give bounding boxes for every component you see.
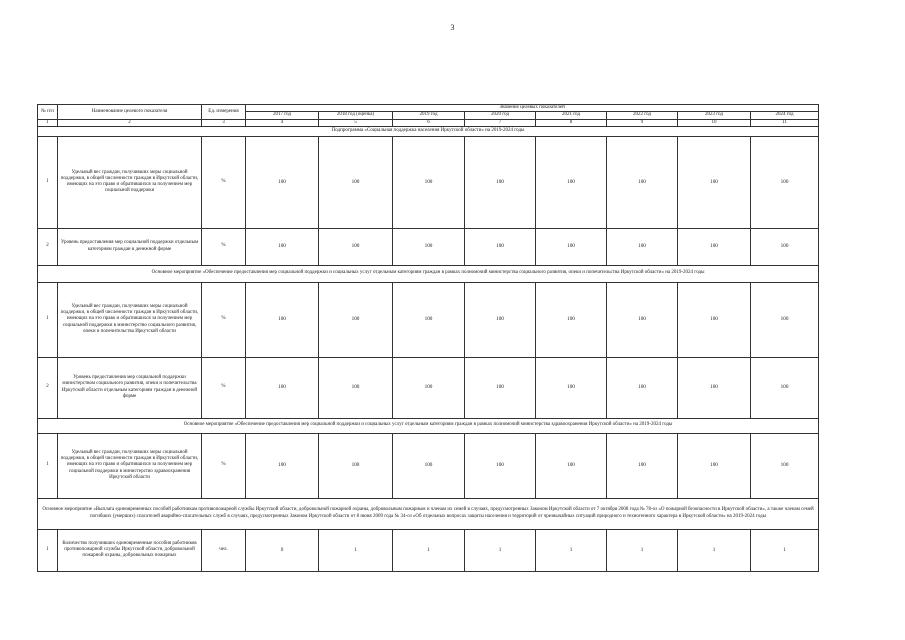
value-cell: 0 bbox=[246, 529, 319, 571]
section-row bbox=[38, 126, 819, 136]
value-cell: 100 bbox=[536, 228, 607, 265]
indicator-name: Уровень предоставления мер социальной поддержки министерством социального развития, опеки и попечительства Иркутской области отдельным категориям граждан в денежной форме bbox=[58, 357, 202, 418]
value-cell: 100 bbox=[751, 228, 819, 265]
value-cell: 100 bbox=[393, 282, 465, 357]
value-cell: 100 bbox=[465, 282, 536, 357]
column-number: 6 bbox=[393, 119, 465, 126]
value-cell: 100 bbox=[607, 357, 678, 418]
year-header: 2022 год bbox=[607, 112, 678, 119]
value-cell: 100 bbox=[536, 433, 607, 498]
unit-cell: % bbox=[202, 282, 246, 357]
value-cell: 100 bbox=[465, 136, 536, 228]
value-cell: 100 bbox=[751, 433, 819, 498]
unit-cell: % bbox=[202, 433, 246, 498]
value-cell: 100 bbox=[751, 357, 819, 418]
value-cell: 100 bbox=[751, 136, 819, 228]
year-header: 2019 год bbox=[393, 112, 465, 119]
section-row bbox=[38, 418, 819, 433]
value-cell: 100 bbox=[319, 357, 393, 418]
value-cell: 100 bbox=[246, 357, 319, 418]
section-row bbox=[38, 498, 819, 529]
value-cell: 100 bbox=[246, 136, 319, 228]
value-cell: 100 bbox=[536, 136, 607, 228]
indicator-row bbox=[38, 228, 819, 265]
indicator-name: Количество получивших единовременные пособия работников противопожарной службы Иркутской области, добровольной пожарной охраны, добровольных пожарных bbox=[58, 529, 202, 571]
value-cell: 100 bbox=[246, 228, 319, 265]
value-cell: 100 bbox=[319, 136, 393, 228]
row-number: 1 bbox=[38, 433, 58, 498]
header-group: Значение целевых показателей bbox=[246, 105, 819, 112]
column-number: 10 bbox=[678, 119, 751, 126]
column-number: 5 bbox=[319, 119, 393, 126]
value-cell: 1 bbox=[678, 529, 751, 571]
indicator-row bbox=[38, 357, 819, 418]
value-cell: 100 bbox=[465, 433, 536, 498]
year-header: 2018 год (оценка) bbox=[319, 112, 393, 119]
value-cell: 100 bbox=[678, 433, 751, 498]
value-cell: 1 bbox=[751, 529, 819, 571]
header-row bbox=[38, 105, 819, 112]
row-number: 2 bbox=[38, 228, 58, 265]
indicator-row bbox=[38, 529, 819, 571]
indicator-name: Удельный вес граждан, получивших меры социальной поддержки, в общей численности граждан в Иркутской области, имеющих на это право и обратившихся за получением мер социальной поддержки в министерство социального развития, опеки и попечительства Иркутской области bbox=[58, 282, 202, 357]
value-cell: 100 bbox=[678, 228, 751, 265]
section-row bbox=[38, 265, 819, 282]
year-header: 2023 год bbox=[678, 112, 751, 119]
indicator-name: Удельный вес граждан, получивших меры социальной поддержки, в общей численности граждан в Иркутской области, имеющих на это право и обратившихся за получением мер социальной поддержки в министерство здравоохранения Иркутской области bbox=[58, 433, 202, 498]
value-cell: 100 bbox=[678, 136, 751, 228]
column-number: 7 bbox=[465, 119, 536, 126]
value-cell: 1 bbox=[319, 529, 393, 571]
column-number: 11 bbox=[751, 119, 819, 126]
row-number: 1 bbox=[38, 529, 58, 571]
value-cell: 1 bbox=[393, 529, 465, 571]
row-number: 2 bbox=[38, 357, 58, 418]
year-header: 2024 год bbox=[751, 112, 819, 119]
unit-cell: чел. bbox=[202, 529, 246, 571]
section-title: Основное мероприятие «Выплата единовременных пособий работникам противопожарной службы Иркутской области, добровольной пожарной охраны, добровольным пожарным и членам их семей в случаях, предусмотренных Законом Иркутской области от 7 октября 2008 года № 78-оз «О пожарной безопасности в Иркутской области», а также членам семей погибших (умерших) спасателей аварийно-спасательных служб в случаях, предусмотренных Законом Иркутской области от 8 июня 2009 года № 34-оз «Об отдельных вопросах защиты населения и территорий от чрезвычайных ситуаций природного и техногенного характера в Иркутской области» на 2019-2024 годы bbox=[38, 498, 819, 529]
indicator-row bbox=[38, 136, 819, 228]
value-cell: 100 bbox=[319, 228, 393, 265]
unit-cell: % bbox=[202, 136, 246, 228]
column-number: 9 bbox=[607, 119, 678, 126]
unit-cell: % bbox=[202, 228, 246, 265]
column-number: 1 bbox=[38, 119, 58, 126]
table-body bbox=[38, 105, 819, 572]
value-cell: 1 bbox=[465, 529, 536, 571]
value-cell: 100 bbox=[393, 136, 465, 228]
column-number: 4 bbox=[246, 119, 319, 126]
value-cell: 100 bbox=[393, 433, 465, 498]
column-number: 3 bbox=[202, 119, 246, 126]
value-cell: 100 bbox=[465, 228, 536, 265]
value-cell: 100 bbox=[751, 282, 819, 357]
value-cell: 100 bbox=[319, 282, 393, 357]
column-number: 2 bbox=[58, 119, 202, 126]
value-cell: 100 bbox=[319, 433, 393, 498]
value-cell: 100 bbox=[678, 357, 751, 418]
value-cell: 100 bbox=[246, 433, 319, 498]
indicator-name: Уровень предоставления мер социальной поддержки отдельным категориям граждан в денежной форме bbox=[58, 228, 202, 265]
year-header: 2020 год bbox=[465, 112, 536, 119]
section-title: Подпрограмма «Социальная поддержка населения Иркутской области» на 2019-2024 годы bbox=[38, 126, 819, 136]
indicators-table bbox=[37, 104, 819, 572]
page-number: 3 bbox=[450, 23, 455, 32]
value-cell: 100 bbox=[607, 228, 678, 265]
value-cell: 100 bbox=[465, 357, 536, 418]
value-cell: 100 bbox=[607, 282, 678, 357]
value-cell: 100 bbox=[536, 282, 607, 357]
column-number: 8 bbox=[536, 119, 607, 126]
indicator-name: Удельный вес граждан, получивших меры социальной поддержки, в общей численности граждан в Иркутской области, имеющих на это право и обратившихся за получением мер социальной поддержки bbox=[58, 136, 202, 228]
column-numbers-row bbox=[38, 119, 819, 126]
value-cell: 100 bbox=[393, 228, 465, 265]
value-cell: 100 bbox=[607, 136, 678, 228]
indicator-row bbox=[38, 282, 819, 357]
section-title: Основное мероприятие «Обеспечение предоставления мер социальной поддержки и социальных услуг отдельным категориям граждан в рамках полномочий министерства социального развития, опеки и попечительства Иркутской области» на 2019-2024 годы bbox=[38, 265, 819, 282]
year-header: 2021 год bbox=[536, 112, 607, 119]
section-title: Основное мероприятие «Обеспечение предоставления мер социальной поддержки и социальных услуг отдельным категориям граждан в рамках полномочий министерства здравоохранения Иркутской области» на 2019-2024 годы bbox=[38, 418, 819, 433]
unit-cell: % bbox=[202, 357, 246, 418]
value-cell: 1 bbox=[607, 529, 678, 571]
row-number: 1 bbox=[38, 282, 58, 357]
header-col-num: № п/п bbox=[38, 105, 58, 120]
value-cell: 100 bbox=[536, 357, 607, 418]
value-cell: 100 bbox=[393, 357, 465, 418]
value-cell: 100 bbox=[607, 433, 678, 498]
value-cell: 100 bbox=[246, 282, 319, 357]
header-col-unit: Ед. измерения bbox=[202, 105, 246, 120]
indicator-row bbox=[38, 433, 819, 498]
year-header: 2017 год bbox=[246, 112, 319, 119]
header-col-name: Наименование целевого показателя bbox=[58, 105, 202, 120]
row-number: 1 bbox=[38, 136, 58, 228]
value-cell: 100 bbox=[678, 282, 751, 357]
value-cell: 1 bbox=[536, 529, 607, 571]
